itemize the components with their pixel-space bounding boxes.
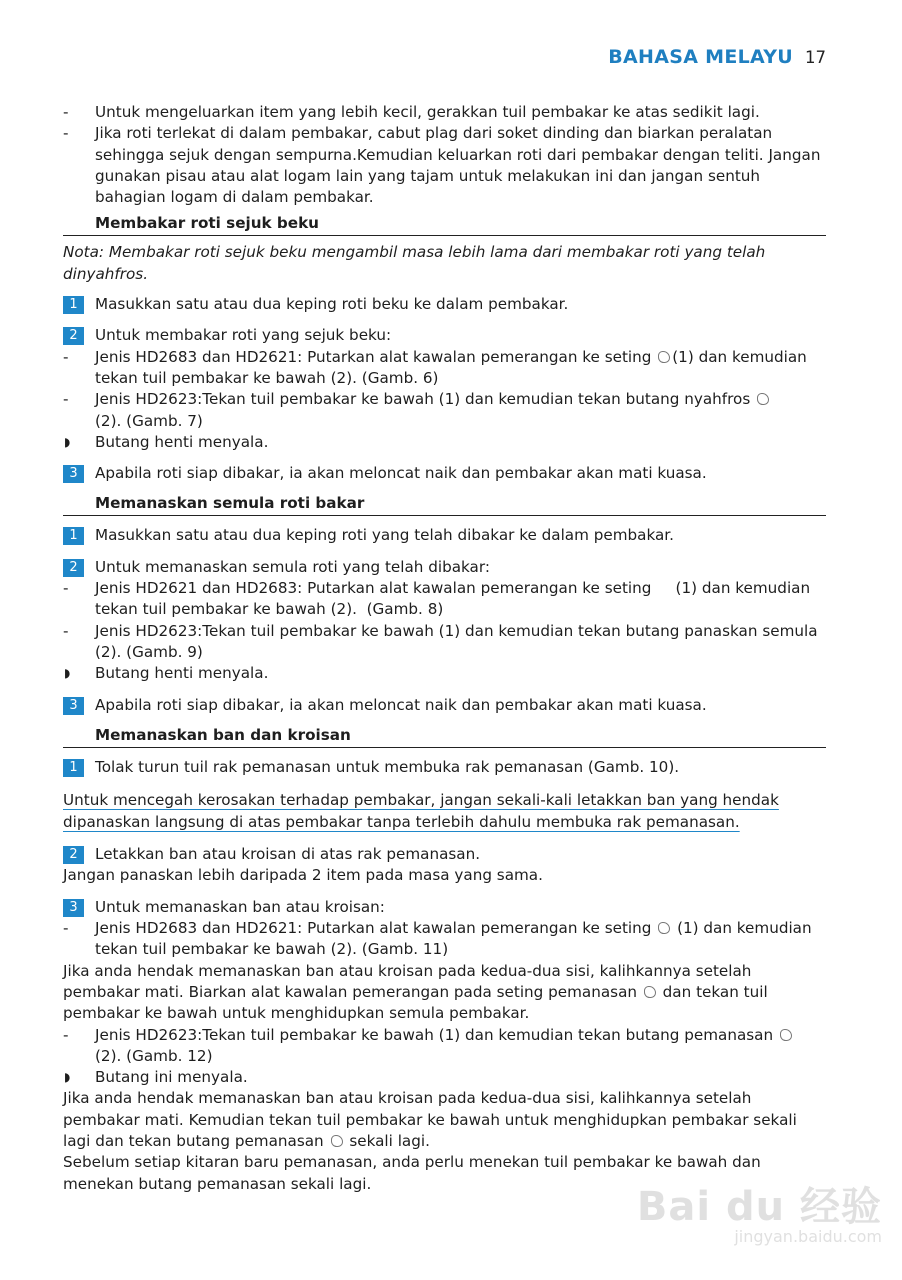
step-item bbox=[63, 557, 826, 578]
step-text: Untuk membakar roti yang sejuk beku: bbox=[95, 326, 392, 345]
step-item bbox=[63, 897, 826, 918]
watermark-logo-text: Bai du 经验 bbox=[636, 1184, 882, 1230]
note-text: Nota: Membakar roti sejuk beku mengambil masa lebih lama dari membakar roti yang telah dinyahfros. bbox=[63, 243, 766, 283]
dash-text: Jenis HD2683 dan HD2621: Putarkan alat kawalan pemerangan ke seting bbox=[95, 919, 652, 938]
dash-text: Jenis HD2623:Tekan tuil pembakar ke bawah (1) dan kemudian tekan butang pemanasan bbox=[95, 1025, 774, 1044]
step-number: 3 bbox=[63, 697, 84, 715]
section-language-title: BAHASA MELAYU bbox=[608, 46, 793, 68]
paragraph-text: Jika anda hendak memanaskan ban atau kroisan pada kedua-dua sisi, kalihkannya setelah pembakar mati. Biarkan alat kawalan pemerangan pada seting pemanasan bbox=[63, 961, 752, 1001]
step-number: 2 bbox=[63, 846, 84, 864]
step-text: Untuk memanaskan ban atau kroisan: bbox=[95, 897, 385, 916]
warming-icon bbox=[644, 986, 656, 998]
warning-text bbox=[63, 789, 826, 833]
step-number: 2 bbox=[63, 559, 84, 577]
dash-item bbox=[63, 1025, 826, 1068]
defrost-icon bbox=[757, 393, 769, 405]
dash-text: Jenis HD2621 dan HD2683: Putarkan alat kawalan pemerangan ke seting (1) dan kemudian tekan tuil pembakar ke bawah (2). (Gamb. 8) bbox=[95, 579, 815, 619]
step-item bbox=[63, 695, 826, 716]
dash-marker: - bbox=[63, 103, 69, 121]
step-text: Tolak turun tuil rak pemanasan untuk membuka rak pemanasan (Gamb. 10). bbox=[95, 757, 680, 776]
dash-text: (2). (Gamb. 12) bbox=[95, 1046, 213, 1065]
bullet-text: Butang henti menyala. bbox=[95, 432, 269, 451]
paragraph-text: Jika anda hendak memanaskan ban atau kroisan pada kedua-dua sisi, kalihkannya setelah pembakar mati. Kemudian tekan tuil pembakar ke bawah untuk menghidupkan pembakar sekali lagi dan tekan butang pemanasan bbox=[63, 1089, 797, 1150]
dash-text: (1) dan kemudian tekan tuil pembakar ke bawah (2). (Gamb. 11) bbox=[95, 919, 812, 959]
watermark-url: jingyan.baidu.com bbox=[734, 1227, 882, 1246]
paragraph bbox=[63, 961, 826, 1025]
step-text: Untuk memanaskan semula roti yang telah dibakar: bbox=[95, 557, 490, 576]
step-item bbox=[63, 463, 826, 484]
bullet-marker: ◗ bbox=[64, 666, 71, 681]
dash-text: (1) dan kemudian tekan tuil pembakar ke bawah (2). (Gamb. 6) bbox=[95, 347, 807, 387]
section-heading: Memanaskan semula roti bakar bbox=[63, 493, 826, 516]
step-text: Masukkan satu atau dua keping roti beku ke dalam pembakar. bbox=[95, 295, 569, 314]
dash-marker: - bbox=[63, 347, 69, 366]
section-heading: Memanaskan ban dan kroisan bbox=[63, 725, 826, 748]
intro-dash-item bbox=[63, 123, 826, 208]
paragraph-text: dan tekan tuil pembakar ke bawah untuk menghidupkan semula pembakar. bbox=[63, 982, 768, 1023]
step-item bbox=[63, 844, 826, 865]
bullet-item bbox=[63, 432, 826, 453]
dash-marker: - bbox=[63, 124, 69, 143]
dash-marker: - bbox=[63, 1025, 69, 1044]
bullet-item bbox=[63, 1067, 826, 1088]
watermark bbox=[637, 1186, 882, 1246]
intro-dash-item bbox=[63, 102, 826, 123]
step-text: Letakkan ban atau kroisan di atas rak pemanasan. bbox=[95, 845, 481, 864]
step-number: 3 bbox=[63, 465, 84, 483]
dash-item bbox=[63, 578, 826, 621]
warning-line: dipanaskan langsung di atas pembakar tanpa terlebih dahulu membuka rak pemanasan. bbox=[63, 813, 740, 832]
page-header bbox=[608, 46, 826, 68]
dash-text: Jenis HD2623:Tekan tuil pembakar ke bawah (1) dan kemudian tekan butang panaskan semula (2). (Gamb. 9) bbox=[95, 621, 818, 661]
dash-marker: - bbox=[63, 579, 69, 598]
step-number: 2 bbox=[63, 327, 84, 345]
page-number: 17 bbox=[805, 48, 826, 67]
dash-item bbox=[63, 621, 826, 664]
bullet-item bbox=[63, 663, 826, 684]
warming-icon bbox=[658, 922, 670, 934]
defrost-icon bbox=[658, 351, 670, 363]
bullet-text: Butang ini menyala. bbox=[95, 1068, 248, 1087]
paragraph: Sebelum setiap kitaran baru pemanasan, anda perlu menekan tuil pembakar ke bawah dan menekan butang pemanasan sekali lagi. bbox=[63, 1153, 761, 1193]
dash-text: Jenis HD2683 dan HD2621: Putarkan alat kawalan pemerangan ke seting bbox=[95, 347, 652, 366]
step-number: 1 bbox=[63, 296, 84, 314]
intro-dash-text: Untuk mengeluarkan item yang lebih kecil, gerakkan tuil pembakar ke atas sedikit lagi. bbox=[95, 103, 760, 121]
step-item bbox=[63, 294, 826, 315]
dash-text: (2). (Gamb. 7) bbox=[95, 411, 203, 430]
bullet-marker: ◗ bbox=[64, 1070, 71, 1085]
step-text: Apabila roti siap dibakar, ia akan meloncat naik dan pembakar akan mati kuasa. bbox=[95, 695, 707, 714]
dash-marker: - bbox=[63, 621, 69, 640]
bullet-text: Butang henti menyala. bbox=[95, 664, 269, 683]
dash-text: Jenis HD2623:Tekan tuil pembakar ke bawah (1) dan kemudian tekan butang nyahfros bbox=[95, 390, 751, 409]
dash-item bbox=[63, 918, 826, 961]
intro-dash-text: Jika roti terlekat di dalam pembakar, cabut plag dari soket dinding dan biarkan peralatan sehingga sejuk dengan sempurna.Kemudian keluarkan roti dari pembakar dengan teliti. Jangan gunakan pisau atau alat logam lain yang tajam untuk melakukan ini dan jangan sentuh bahagian logam di dalam pembakar. bbox=[95, 124, 821, 207]
paragraph-text: sekali lagi. bbox=[349, 1131, 430, 1150]
warming-icon bbox=[780, 1029, 792, 1041]
dash-marker: - bbox=[63, 390, 69, 409]
step-number: 1 bbox=[63, 527, 84, 545]
step-note: Jangan panaskan lebih daripada 2 item pada masa yang sama. bbox=[63, 866, 543, 885]
step-text: Apabila roti siap dibakar, ia akan meloncat naik dan pembakar akan mati kuasa. bbox=[95, 464, 707, 483]
step-item bbox=[63, 757, 826, 778]
step-text: Masukkan satu atau dua keping roti yang telah dibakar ke dalam pembakar. bbox=[95, 526, 674, 545]
step-item bbox=[63, 525, 826, 546]
bullet-marker: ◗ bbox=[64, 434, 71, 449]
dash-marker: - bbox=[63, 919, 69, 938]
dash-item bbox=[63, 347, 826, 390]
warning-line: Untuk mencegah kerosakan terhadap pembakar, jangan sekali-kali letakkan ban yang hendak bbox=[63, 791, 779, 810]
warming-icon bbox=[331, 1135, 343, 1147]
dash-item bbox=[63, 389, 826, 432]
page-content bbox=[63, 102, 826, 1195]
step-number: 1 bbox=[63, 759, 84, 777]
paragraph bbox=[63, 1088, 826, 1152]
section-heading: Membakar roti sejuk beku bbox=[63, 213, 826, 236]
step-item bbox=[63, 325, 826, 346]
step-number: 3 bbox=[63, 899, 84, 917]
